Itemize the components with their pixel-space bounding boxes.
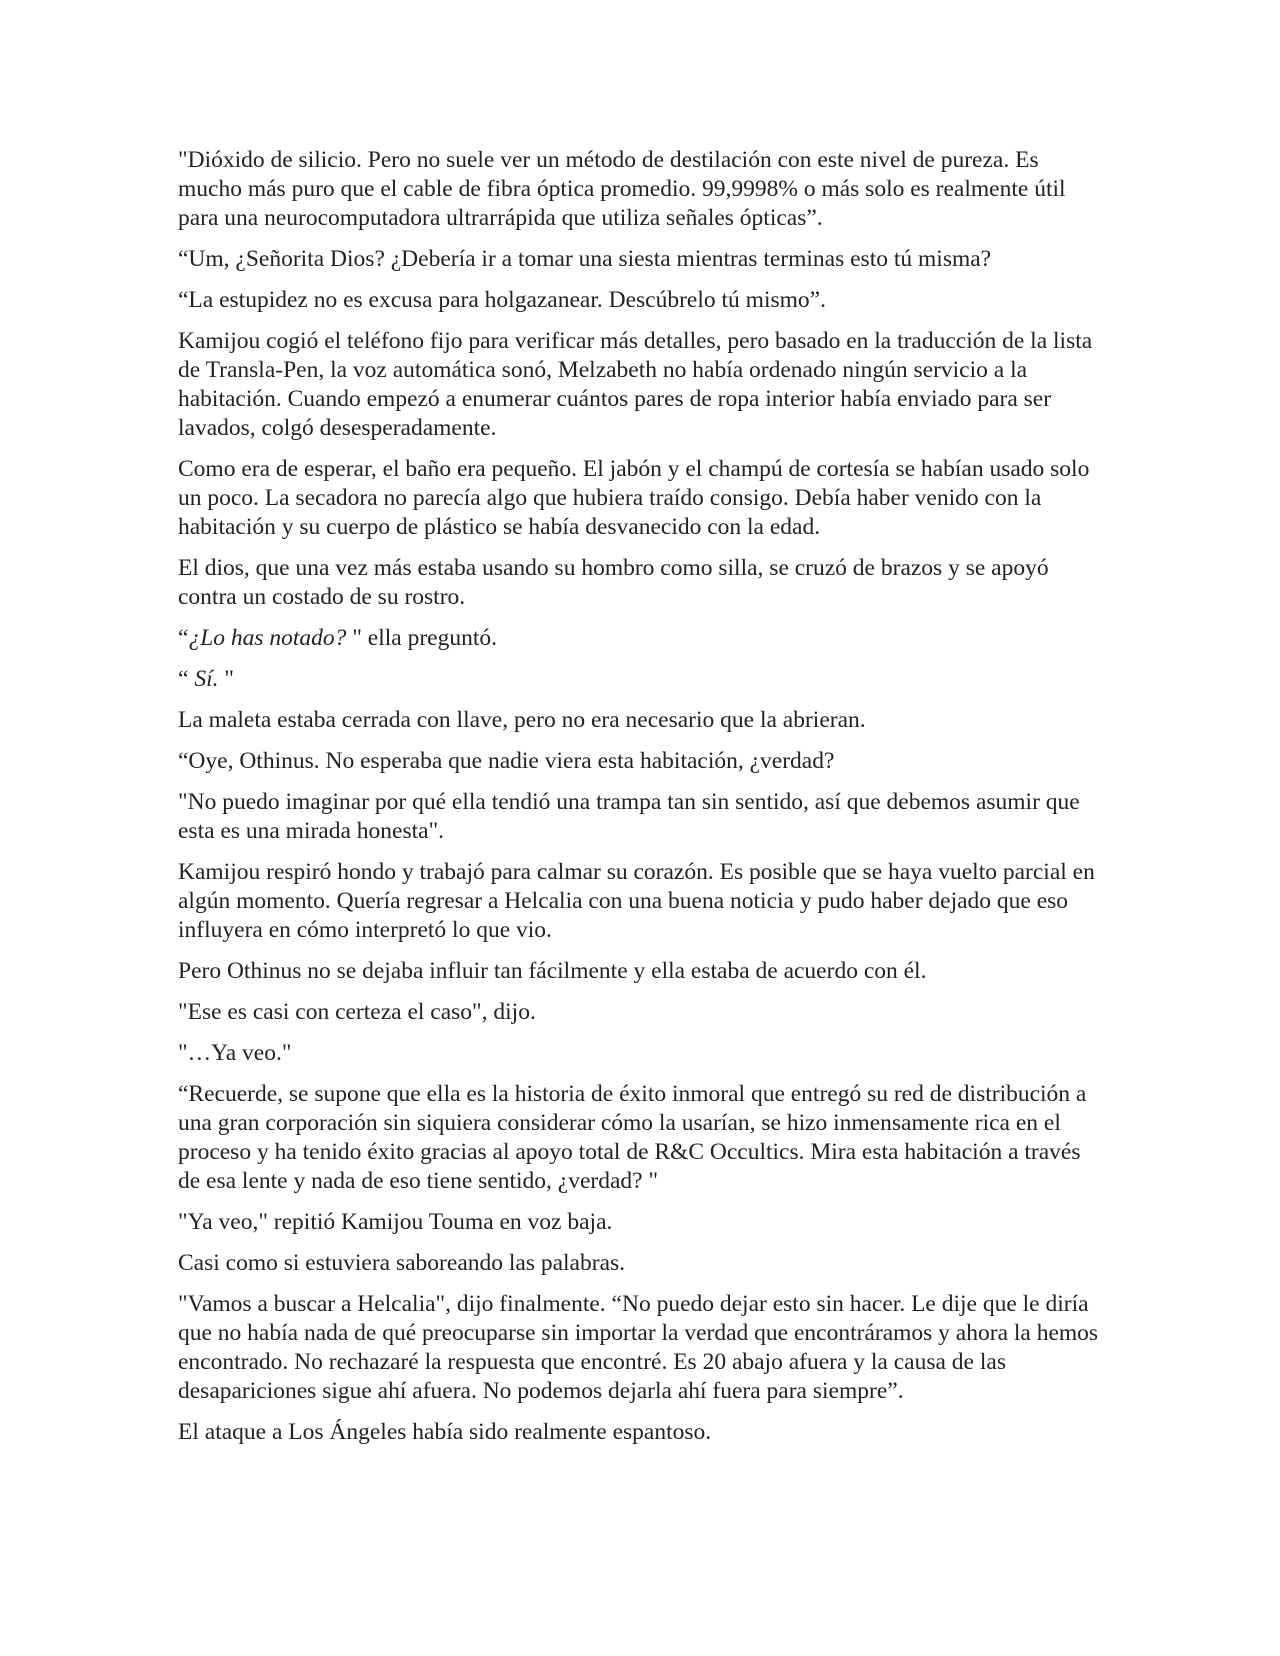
- paragraph: [178, 624, 1108, 653]
- quote-close: ": [218, 666, 234, 692]
- paragraph: "Dióxido de silicio. Pero no suele ver un método de destilación con este nivel de pureza. Es mucho más puro que el cable de fibra óptica promedio. 99,9998% o más solo es realmente útil para una neurocomputadora ultrarrápida que utiliza señales ópticas”.: [178, 147, 1066, 231]
- paragraph: "Ya veo," repitió Kamijou Touma en voz baja.: [178, 1209, 613, 1235]
- quote-open: “: [178, 625, 189, 651]
- paragraph: "Vamos a buscar a Helcalia", dijo finalmente. “No puedo dejar esto sin hacer. Le dije que le diría que no había nada de qué preocuparse sin importar la verdad que encontráramos y ahora la hemos encontrado. No rechazaré la respuesta que encontré. Es 20 abajo afuera y la causa de las desapariciones sigue ahí afuera. No podemos dejarla ahí fuera para siempre”.: [178, 1291, 1099, 1404]
- quote-open: “: [178, 666, 195, 692]
- paragraph: “Recuerde, se supone que ella es la historia de éxito inmoral que entregó su red de distribución a una gran corporación sin siquiera considerar cómo la usarían, se hizo inmensamente rica en el proceso y ha tenido éxito gracias al apoyo total de R&C Occultics. Mira esta habitación a través de esa lente y nada de eso tiene sentido, ¿verdad? ": [178, 1081, 1087, 1194]
- speech-tag: " ella preguntó.: [346, 625, 497, 651]
- paragraph: [178, 665, 1108, 694]
- document-page: [178, 146, 1108, 1459]
- paragraph: "Ese es casi con certeza el caso", dijo.: [178, 999, 536, 1025]
- paragraph: “La estupidez no es excusa para holgazanear. Descúbrelo tú mismo”.: [178, 287, 826, 313]
- paragraph: "No puedo imaginar por qué ella tendió una trampa tan sin sentido, así que debemos asumir que esta es una mirada honesta".: [178, 789, 1080, 844]
- paragraph: Casi como si estuviera saboreando las palabras.: [178, 1250, 626, 1276]
- paragraph: El ataque a Los Ángeles había sido realmente espantoso.: [178, 1419, 712, 1445]
- paragraph: "…Ya veo.": [178, 1040, 292, 1066]
- paragraph: Pero Othinus no se dejaba influir tan fácilmente y ella estaba de acuerdo con él.: [178, 958, 927, 984]
- paragraph: La maleta estaba cerrada con llave, pero no era necesario que la abrieran.: [178, 707, 866, 733]
- paragraph: Kamijou cogió el teléfono fijo para verificar más detalles, pero basado en la traducción de la lista de Transla-Pen, la voz automática sonó, Melzabeth no había ordenado ningún servicio a la habitación. Cuando empezó a enumerar cuántos pares de ropa interior había enviado para ser lavados, colgó desesperadamente.: [178, 328, 1093, 441]
- paragraph: “Oye, Othinus. No esperaba que nadie viera esta habitación, ¿verdad?: [178, 748, 835, 774]
- paragraph: “Um, ¿Señorita Dios? ¿Debería ir a tomar una siesta mientras terminas esto tú misma?: [178, 246, 992, 272]
- paragraph: Kamijou respiró hondo y trabajó para calmar su corazón. Es posible que se haya vuelto parcial en algún momento. Quería regresar a Helcalia con una buena noticia y pudo haber dejado que eso influyera en cómo interpretó lo que vio.: [178, 859, 1095, 943]
- italic-speech: Sí.: [194, 666, 219, 692]
- paragraph: El dios, que una vez más estaba usando su hombro como silla, se cruzó de brazos y se apoyó contra un costado de su rostro.: [178, 555, 1049, 610]
- paragraph: Como era de esperar, el baño era pequeño. El jabón y el champú de cortesía se habían usado solo un poco. La secadora no parecía algo que hubiera traído consigo. Debía haber venido con la habitación y su cuerpo de plástico se había desvanecido con la edad.: [178, 456, 1090, 540]
- italic-speech: ¿Lo has notado?: [188, 625, 347, 651]
